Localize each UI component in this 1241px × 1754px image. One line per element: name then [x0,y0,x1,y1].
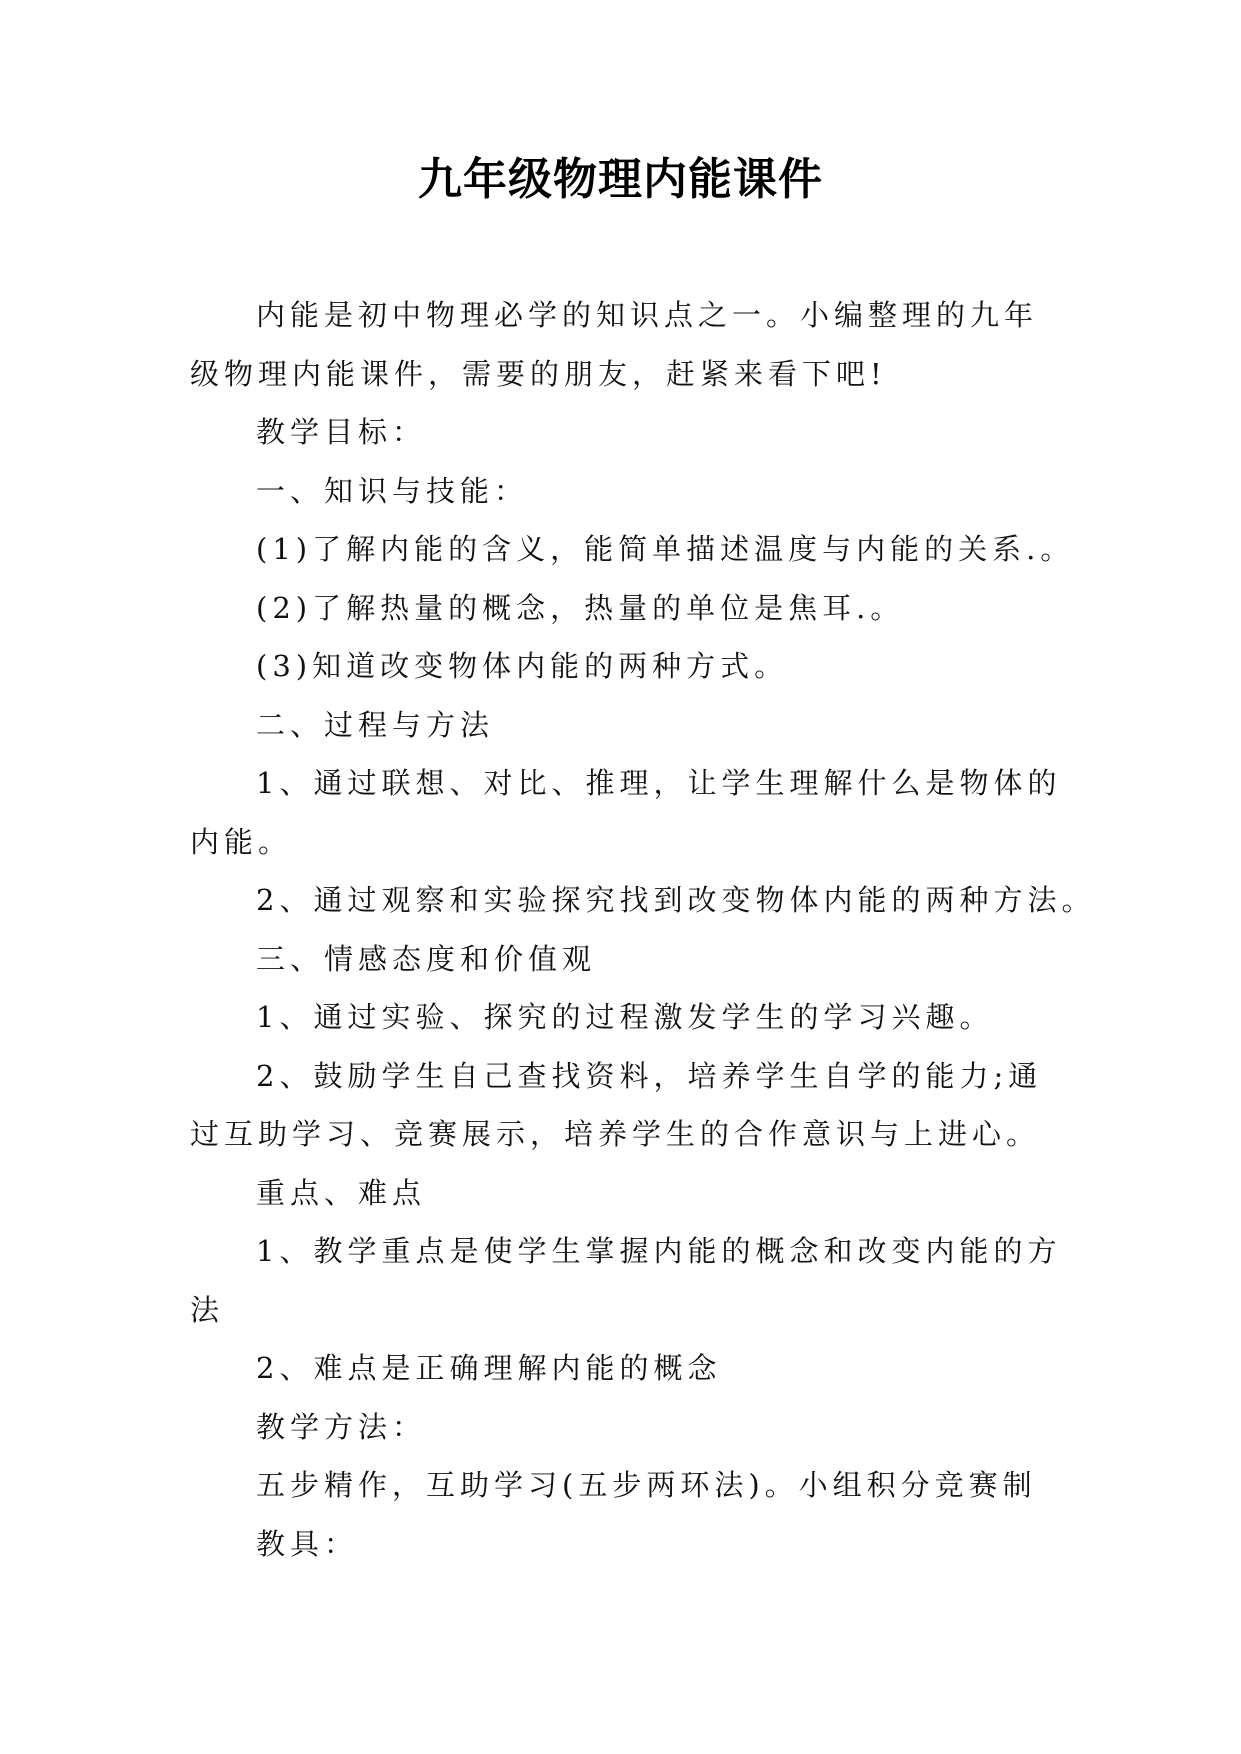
paragraph-teaching-aids-heading: 教具： [256,1526,359,1561]
document-title: 九年级物理内能课件 [418,154,823,205]
paragraph-teaching-goals-heading: 教学目标： [256,415,427,449]
paragraph-key-point-1: 1、教学重点是使学生掌握内能的概念和改变内能的方法 [190,1234,1062,1327]
paragraph-process-2: 2、通过观察和实验探究找到改变物体内能的两种方法。 [256,883,1096,917]
document-body [190,286,1096,1573]
paragraph-goal-2: (2)了解热量的概念，热量的单位是焦耳.。 [256,590,905,625]
paragraph-teaching-method: 五步精作，互助学习(五步两环法)。小组积分竞赛制 [256,1468,1037,1502]
paragraph-process-method-heading: 二、过程与方法 [256,707,495,742]
paragraph-attitude-heading: 三、情感态度和价值观 [256,941,597,976]
paragraph-knowledge-skills-heading: 一、知识与技能： [256,473,529,508]
paragraph-intro: 内能是初中物理必学的知识点之一。小编整理的九年级物理内能课件，需要的朋友，赶紧来看下吧! [190,298,1039,391]
paragraph-process-1: 1、通过联想、对比、推理，让学生理解什么是物体的内能。 [190,766,1062,859]
paragraph-key-point-2: 2、难点是正确理解内能的概念 [256,1351,722,1385]
paragraph-key-points-heading: 重点、难点 [256,1175,427,1210]
paragraph-attitude-2: 2、鼓励学生自己查找资料，培养学生自学的能力;通过互助学习、竞赛展示，培养学生的合作意识与上进心。 [190,1058,1043,1151]
paragraph-goal-3: (3)知道改变物体内能的两种方式。 [256,649,789,683]
paragraph-goal-1: (1)了解内能的含义，能简单描述温度与内能的关系.。 [256,532,1075,566]
paragraph-attitude-1: 1、通过实验、探究的过程激发学生的学习兴趣。 [256,1000,994,1034]
paragraph-teaching-method-heading: 教学方法： [256,1409,427,1444]
